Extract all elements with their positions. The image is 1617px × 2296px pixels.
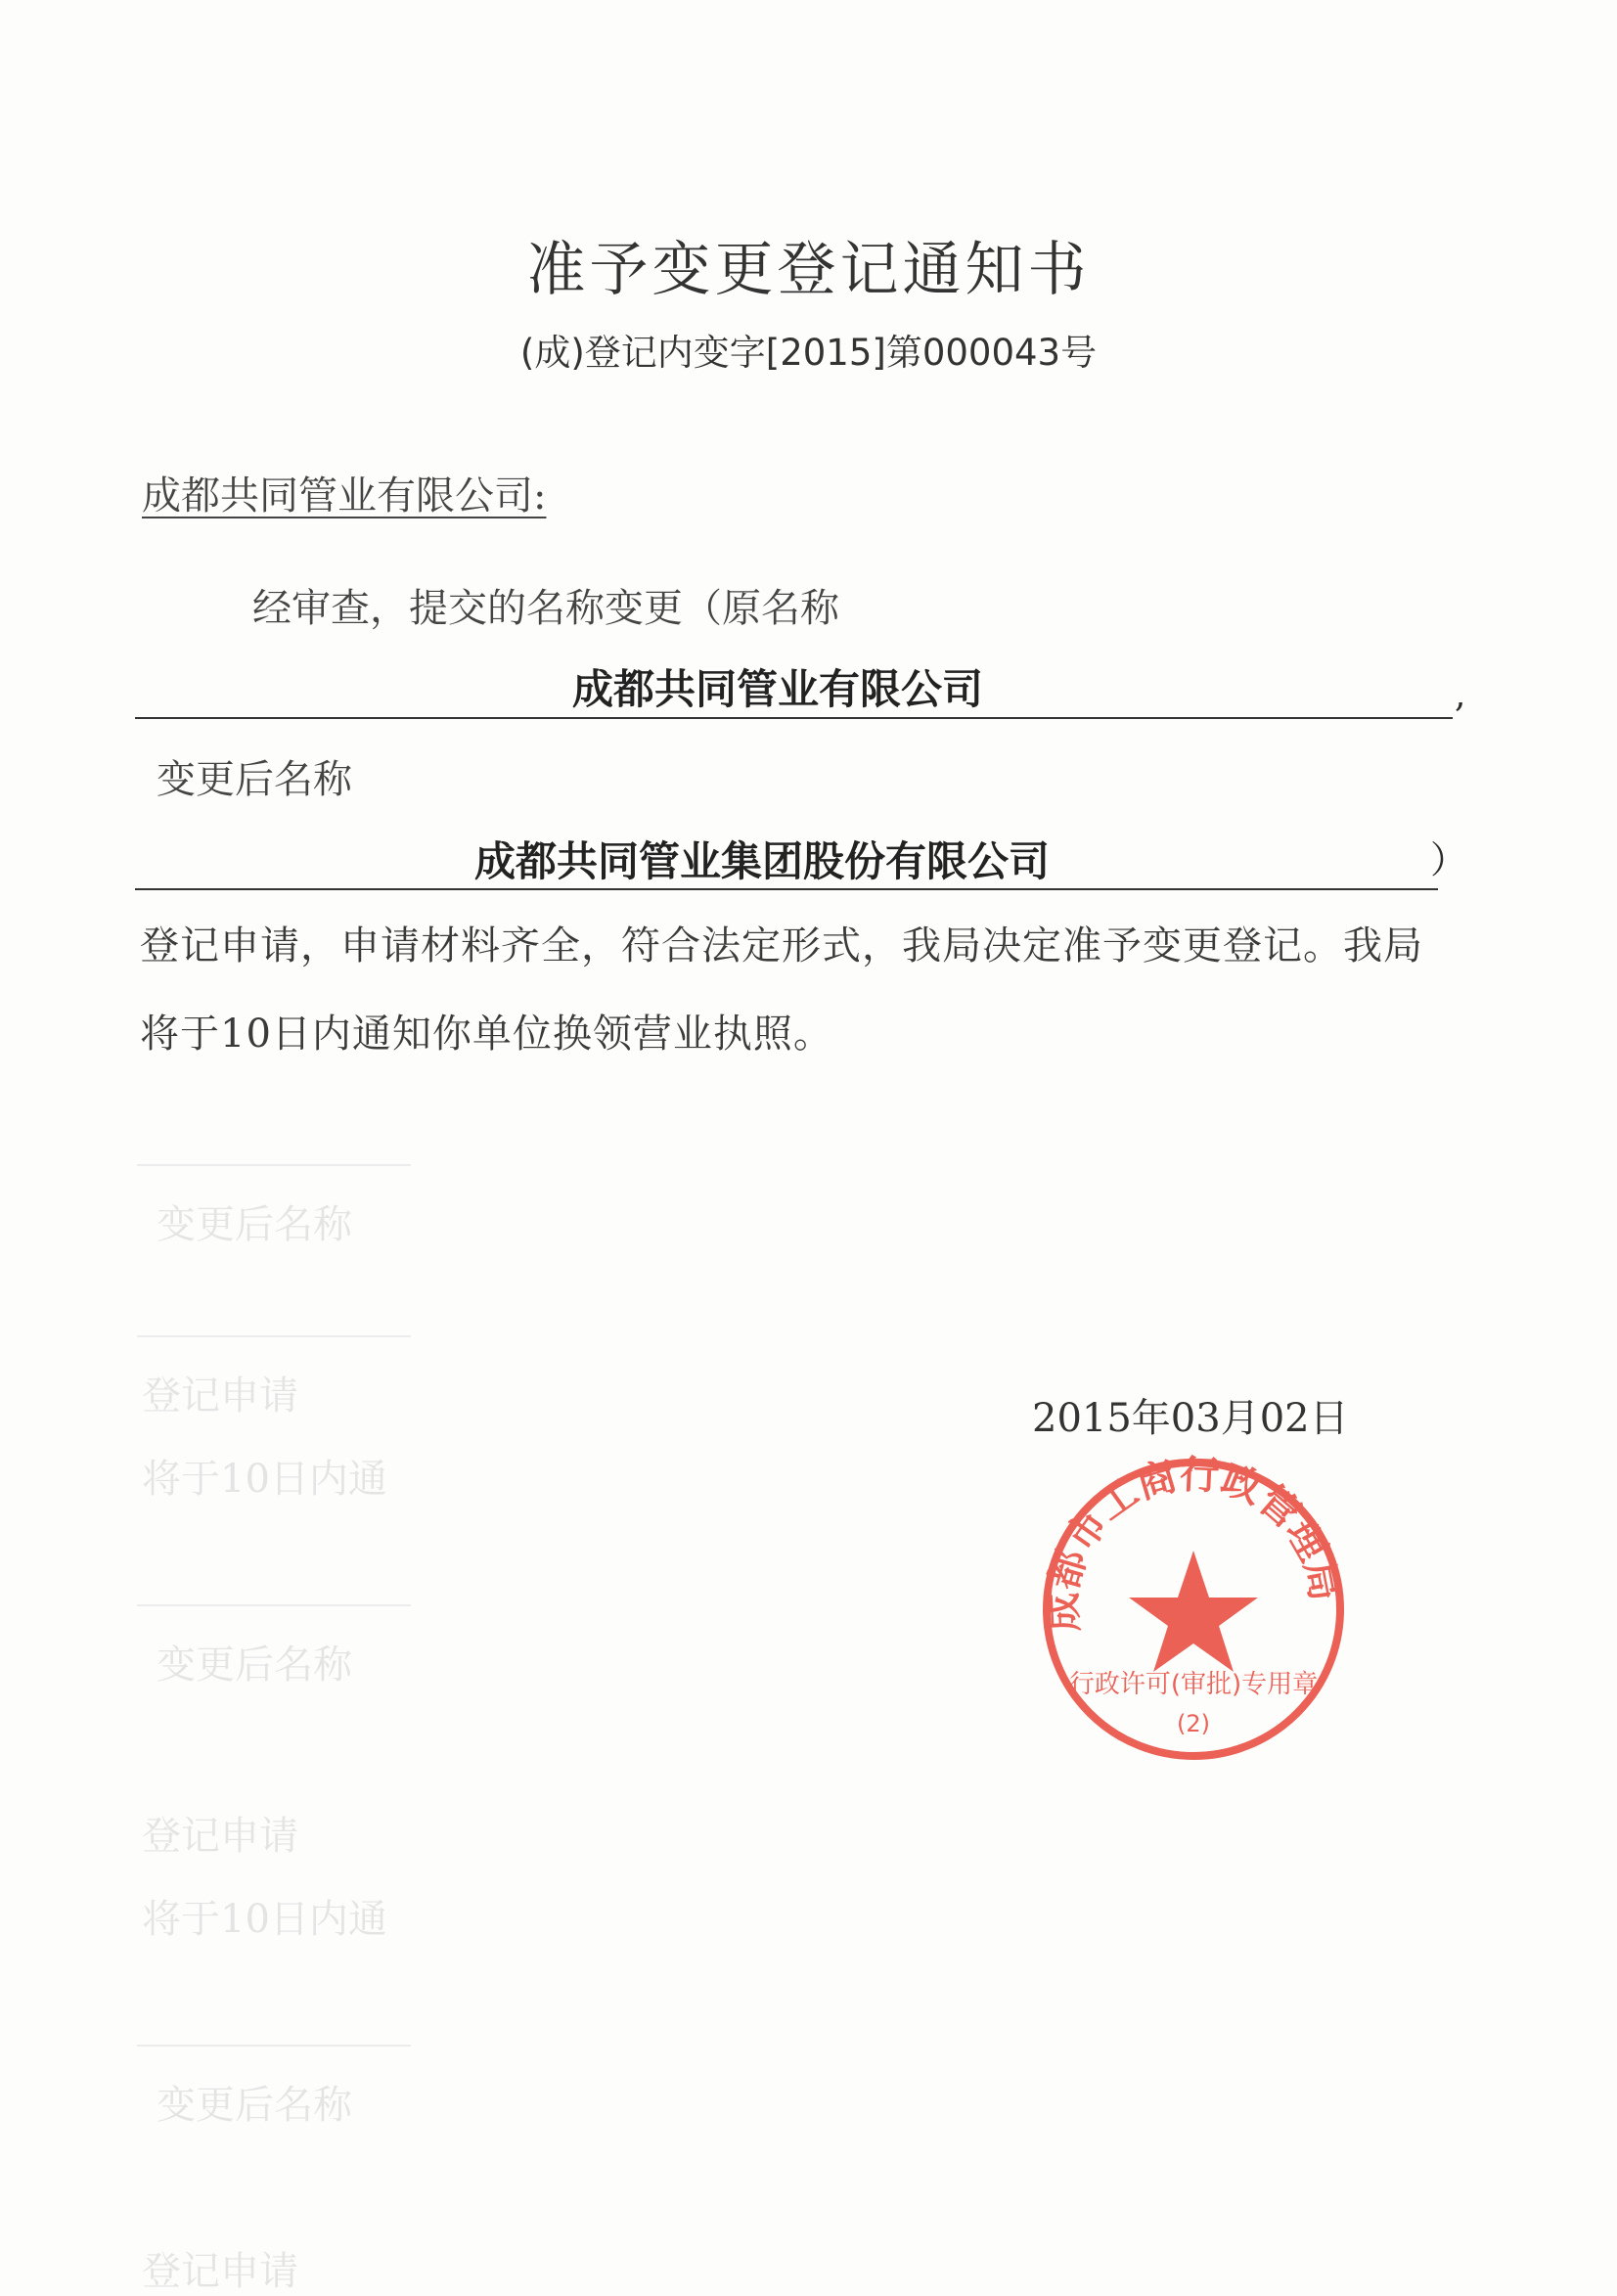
addressee: 成都共同管业有限公司: bbox=[142, 473, 547, 518]
ghost-text: 登记申请 bbox=[142, 2249, 298, 2294]
comma: , bbox=[1455, 675, 1466, 715]
ghost-text: 变更后名称 bbox=[157, 1643, 352, 1688]
ghost-text: 变更后名称 bbox=[157, 1202, 352, 1247]
reference-number: (成)登记内变字[2015]第000043号 bbox=[519, 332, 1098, 374]
close-paren: ） bbox=[1430, 838, 1468, 881]
ghost-text: 将于10日内通 bbox=[142, 1897, 387, 1942]
intro-text: 经审查，提交的名称变更（原名称 bbox=[252, 586, 839, 631]
body-line-2: 将于10日内通知你单位换领营业执照。 bbox=[140, 1012, 833, 1057]
new-name-label: 变更后名称 bbox=[157, 757, 352, 802]
ghost-text: 登记申请 bbox=[142, 1373, 298, 1418]
issue-date: 2015年03月02日 bbox=[1032, 1396, 1349, 1441]
body-line-1: 登记申请，申请材料齐全，符合法定形式，我局决定准予变更登记。我局 bbox=[140, 923, 1423, 968]
ghost-text: 将于10日内通 bbox=[142, 1457, 387, 1502]
official-seal bbox=[1037, 1453, 1350, 1766]
original-name: 成都共同管业有限公司 bbox=[572, 665, 984, 713]
document-title: 准予变更登记通知书 bbox=[526, 236, 1091, 304]
seal-top-text: 成都市工商行政管理局 bbox=[1040, 1453, 1348, 1634]
new-name: 成都共同管业集团股份有限公司 bbox=[474, 837, 1051, 885]
original-name-underline bbox=[135, 717, 1453, 719]
ghost-text: 登记申请 bbox=[142, 1814, 298, 1859]
new-name-underline bbox=[135, 888, 1438, 890]
seal-bottom-text: 行政许可(审批)专用章 bbox=[1068, 1670, 1319, 1699]
seal-number: (2) bbox=[1177, 1710, 1210, 1737]
star-icon bbox=[1129, 1551, 1258, 1672]
ghost-text: 变更后名称 bbox=[157, 2083, 352, 2128]
